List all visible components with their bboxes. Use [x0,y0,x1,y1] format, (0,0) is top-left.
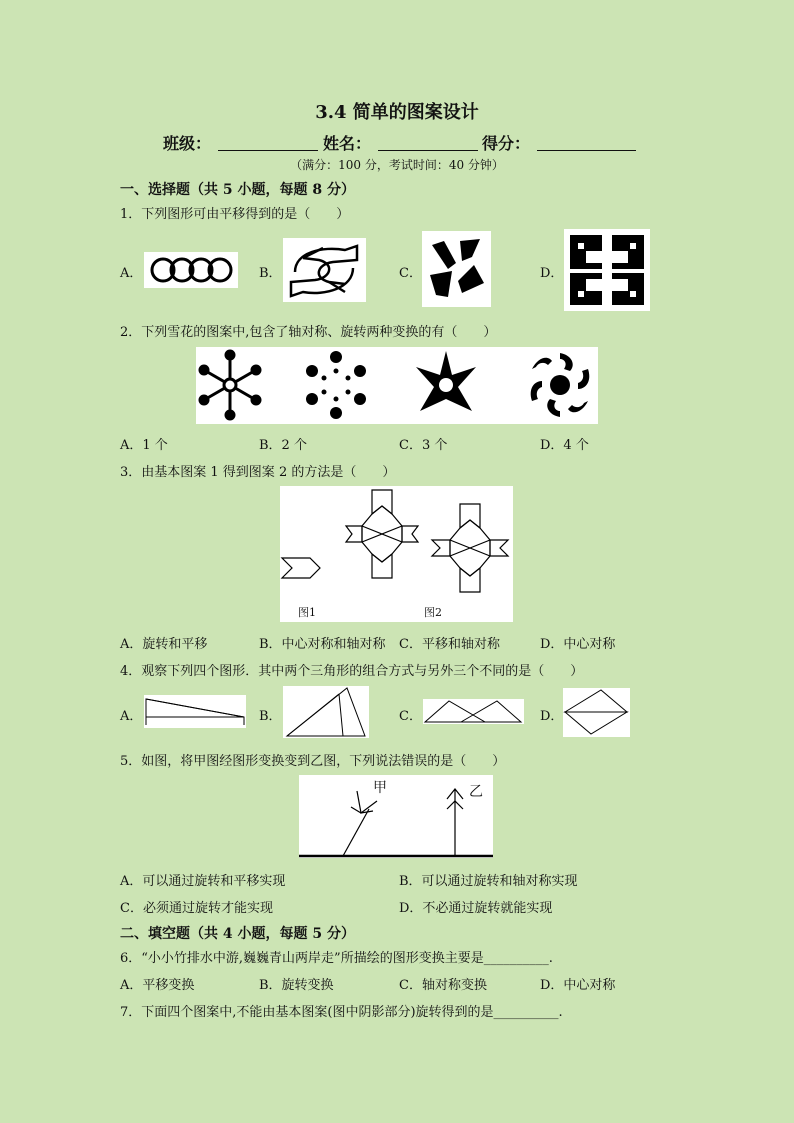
q1-text: 1．下列图形可由平移得到的是（ ） [120,207,350,222]
q7-text: 7．下面四个图案中,不能由基本图案(图中阴影部分)旋转得到的是__________. [120,1005,563,1020]
q5-yi-label: 乙 [469,784,483,800]
q5-option-b[interactable]: B．可以通过旋转和轴对称实现 [399,874,578,889]
q3-pattern-figure [280,486,513,622]
q3-option-d[interactable]: D．中心对称 [540,637,616,652]
q1-option-a[interactable]: A． [120,266,143,281]
q1-option-b[interactable]: B． [259,266,282,281]
q1-figure-b [283,238,366,302]
q6-option-c[interactable]: C．轴对称变换 [399,978,487,993]
q2-snowflakes-figure [196,347,598,424]
q6-option-a[interactable]: A．平移变换 [120,978,195,993]
name-label: 姓名： [323,134,372,153]
class-blank[interactable] [218,150,318,151]
q4-option-d[interactable]: D． [540,709,564,724]
page-title: 3.4 简单的图案设计 [315,102,479,123]
q5-option-d[interactable]: D．不必通过旋转就能实现 [399,901,553,916]
q4-option-c[interactable]: C． [399,709,422,724]
q1-option-c[interactable]: C． [399,266,422,281]
class-label: 班级： [163,134,212,153]
section1-heading: 一、选择题（共 5 小题，每题 8 分） [120,182,355,198]
q3-fig2-label: 图2 [424,606,442,619]
q1-figure-c-pinwheel [422,231,491,307]
q3-text: 3．由基本图案 1 得到图案 2 的方法是（ ） [120,465,396,480]
snowflake-1 [200,351,260,419]
q4-figure-a [144,695,246,728]
q4-option-b[interactable]: B． [259,709,282,724]
q2-text: 2．下列雪花的图案中,包含了轴对称、旋转两种变换的有（ ） [120,325,497,340]
q2-option-d[interactable]: D．4 个 [540,438,589,453]
q3-option-b[interactable]: B．中心对称和轴对称 [259,637,386,652]
section2-heading: 二、填空题（共 4 小题，每题 5 分） [120,926,355,942]
q5-text: 5．如图，将甲图经图形变换变到乙图，下列说法错误的是（ ） [120,754,506,769]
q6-text: 6．“小小竹排水中游,巍巍青山两岸走”所描绘的图形变换主要是__________. [120,951,553,966]
q4-text: 4．观察下列四个图形．其中两个三角形的组合方式与另外三个不同的是（ ） [120,664,584,679]
q5-figure [299,775,493,858]
score-blank[interactable] [537,150,636,151]
name-blank[interactable] [378,150,478,151]
q4-figure-b [283,686,369,738]
q6-option-b[interactable]: B．旋转变换 [259,978,334,993]
q2-option-b[interactable]: B．2 个 [259,438,307,453]
q1-option-d[interactable]: D． [540,266,564,281]
q5-option-a[interactable]: A．可以通过旋转和平移实现 [120,874,286,889]
q4-figure-d [563,688,630,737]
q1-figure-a-rings [144,252,238,288]
q1-figure-d [564,229,650,311]
exam-note: （满分：100 分，考试时间：40 分钟） [290,158,504,172]
q3-option-c[interactable]: C．平移和轴对称 [399,637,500,652]
q2-option-c[interactable]: C．3 个 [399,438,448,453]
q3-fig1-label: 图1 [298,606,316,619]
q5-jia-label: 甲 [373,780,387,796]
q4-option-a[interactable]: A． [120,709,143,724]
q5-option-c[interactable]: C．必须通过旋转才能实现 [120,901,273,916]
q4-figure-c [423,699,524,724]
q3-option-a[interactable]: A．旋转和平移 [120,637,208,652]
q2-option-a[interactable]: A．1 个 [120,438,168,453]
score-label: 得分： [482,134,531,153]
snowflake-2 [306,351,366,419]
q6-option-d[interactable]: D．中心对称 [540,978,616,993]
snowflake-4 [531,353,590,417]
snowflake-3 [416,351,476,411]
